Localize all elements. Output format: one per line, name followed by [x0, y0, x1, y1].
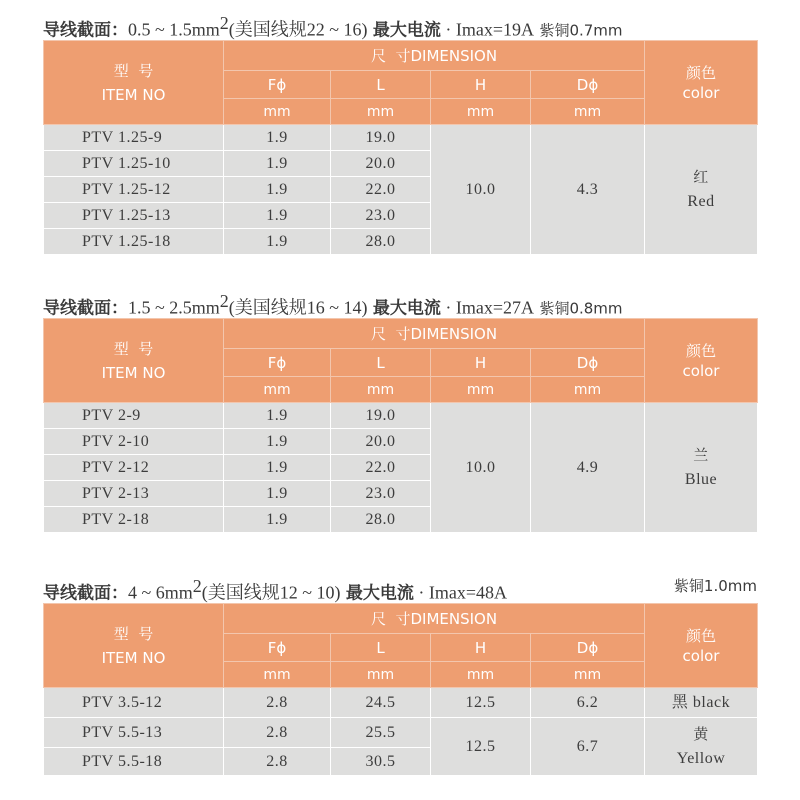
unit-h: mm [431, 99, 531, 125]
model-cell: PTV 1.25-13 [44, 203, 224, 229]
l-cell: 30.5 [331, 748, 431, 776]
l-cell: 19.0 [331, 125, 431, 151]
heading-sup: 2 [192, 576, 202, 596]
color-header: 颜色 color [645, 604, 758, 688]
heading-current-label: 最大电流 [372, 298, 441, 319]
model-cell: PTV 1.25-10 [44, 151, 224, 177]
section-heading [43, 569, 757, 603]
heading-imax: · Imax=19A [440, 19, 535, 40]
l-cell: 19.0 [331, 403, 431, 429]
l-cell: 28.0 [331, 507, 431, 533]
color-cell: 黑 black [645, 688, 758, 718]
h-cell: 12.5 [431, 718, 531, 776]
section-heading [43, 284, 757, 318]
col-l-header: L [331, 349, 431, 377]
model-cell: PTV 2-10 [44, 429, 224, 455]
f-cell: 2.8 [224, 688, 331, 718]
unit-d: mm [531, 99, 645, 125]
l-cell: 23.0 [331, 481, 431, 507]
heading-awg: (美国线规12 ~ 10) [201, 582, 341, 603]
col-d-header: Dϕ [531, 349, 645, 377]
unit-f: mm [224, 377, 331, 403]
heading-material: 紫铜1.0mm [673, 577, 757, 595]
color-cell: 红 Red [645, 125, 758, 255]
d-cell: 6.2 [531, 688, 645, 718]
item-no-header: 型 号 ITEM NO [44, 604, 224, 688]
heading-awg: (美国线规22 ~ 16) [228, 19, 368, 40]
model-cell: PTV 2-9 [44, 403, 224, 429]
f-cell: 1.9 [224, 507, 331, 533]
color-header: 颜色 color [645, 41, 758, 125]
col-h-header: H [431, 71, 531, 99]
f-cell: 1.9 [224, 455, 331, 481]
heading-imax: · Imax=27A [440, 297, 535, 318]
dimension-header: 尺 寸DIMENSION [224, 319, 645, 349]
heading-material: 紫铜0.8mm [539, 299, 623, 318]
model-cell: PTV 2-13 [44, 481, 224, 507]
h-cell: 12.5 [431, 688, 531, 718]
heading-label: 导线截面： [43, 20, 128, 41]
spec-table [43, 603, 758, 776]
table-row [44, 403, 758, 429]
heading-imax: · Imax=48A [413, 582, 508, 603]
model-cell: PTV 3.5-12 [44, 688, 224, 718]
unit-f: mm [224, 662, 331, 688]
col-d-header: Dϕ [531, 71, 645, 99]
heading-sup: 2 [219, 291, 229, 311]
l-cell: 23.0 [331, 203, 431, 229]
l-cell: 22.0 [331, 177, 431, 203]
unit-l: mm [331, 377, 431, 403]
heading-material: 紫铜0.7mm [539, 21, 623, 40]
f-cell: 1.9 [224, 229, 331, 255]
heading-label: 导线截面： [43, 583, 128, 604]
d-cell: 6.7 [531, 718, 645, 776]
l-cell: 28.0 [331, 229, 431, 255]
unit-h: mm [431, 377, 531, 403]
model-cell: PTV 1.25-12 [44, 177, 224, 203]
model-cell: PTV 1.25-18 [44, 229, 224, 255]
f-cell: 2.8 [224, 748, 331, 776]
table-row [44, 718, 758, 748]
dimension-header: 尺 寸DIMENSION [224, 41, 645, 71]
h-cell: 10.0 [431, 125, 531, 255]
heading-range: 1.5 ~ 2.5mm [128, 297, 220, 318]
f-cell: 1.9 [224, 203, 331, 229]
spec-section-3 [43, 569, 757, 776]
spec-table [43, 318, 758, 533]
spec-section-1 [43, 6, 757, 255]
table-row [44, 125, 758, 151]
f-cell: 1.9 [224, 125, 331, 151]
col-d-header: Dϕ [531, 634, 645, 662]
model-cell: PTV 1.25-9 [44, 125, 224, 151]
l-cell: 24.5 [331, 688, 431, 718]
f-cell: 1.9 [224, 403, 331, 429]
unit-l: mm [331, 662, 431, 688]
heading-awg: (美国线规16 ~ 14) [228, 297, 368, 318]
col-f-header: Fϕ [224, 71, 331, 99]
col-l-header: L [331, 71, 431, 99]
model-cell: PTV 5.5-18 [44, 748, 224, 776]
color-cell: 兰 Blue [645, 403, 758, 533]
h-cell: 10.0 [431, 403, 531, 533]
section-heading [43, 6, 757, 40]
d-cell: 4.3 [531, 125, 645, 255]
col-f-header: Fϕ [224, 634, 331, 662]
heading-sup: 2 [219, 13, 229, 33]
model-cell: PTV 2-12 [44, 455, 224, 481]
heading-label: 导线截面： [43, 298, 128, 319]
f-cell: 1.9 [224, 151, 331, 177]
f-cell: 1.9 [224, 481, 331, 507]
item-no-header: 型 号 ITEM NO [44, 41, 224, 125]
color-header: 颜色 color [645, 319, 758, 403]
model-cell: PTV 2-18 [44, 507, 224, 533]
unit-h: mm [431, 662, 531, 688]
l-cell: 20.0 [331, 151, 431, 177]
l-cell: 20.0 [331, 429, 431, 455]
spec-table [43, 40, 758, 255]
table-row [44, 688, 758, 718]
heading-range: 4 ~ 6mm [128, 582, 193, 603]
col-f-header: Fϕ [224, 349, 331, 377]
dimension-header: 尺 寸DIMENSION [224, 604, 645, 634]
item-no-header: 型 号 ITEM NO [44, 319, 224, 403]
unit-l: mm [331, 99, 431, 125]
d-cell: 4.9 [531, 403, 645, 533]
spec-section-2 [43, 284, 757, 533]
unit-f: mm [224, 99, 331, 125]
l-cell: 22.0 [331, 455, 431, 481]
l-cell: 25.5 [331, 718, 431, 748]
f-cell: 2.8 [224, 718, 331, 748]
col-h-header: H [431, 634, 531, 662]
heading-current-label: 最大电流 [372, 20, 441, 41]
col-h-header: H [431, 349, 531, 377]
model-cell: PTV 5.5-13 [44, 718, 224, 748]
unit-d: mm [531, 662, 645, 688]
f-cell: 1.9 [224, 177, 331, 203]
col-l-header: L [331, 634, 431, 662]
heading-range: 0.5 ~ 1.5mm [128, 19, 220, 40]
unit-d: mm [531, 377, 645, 403]
heading-current-label: 最大电流 [345, 583, 414, 604]
color-cell: 黄 Yellow [645, 718, 758, 776]
f-cell: 1.9 [224, 429, 331, 455]
